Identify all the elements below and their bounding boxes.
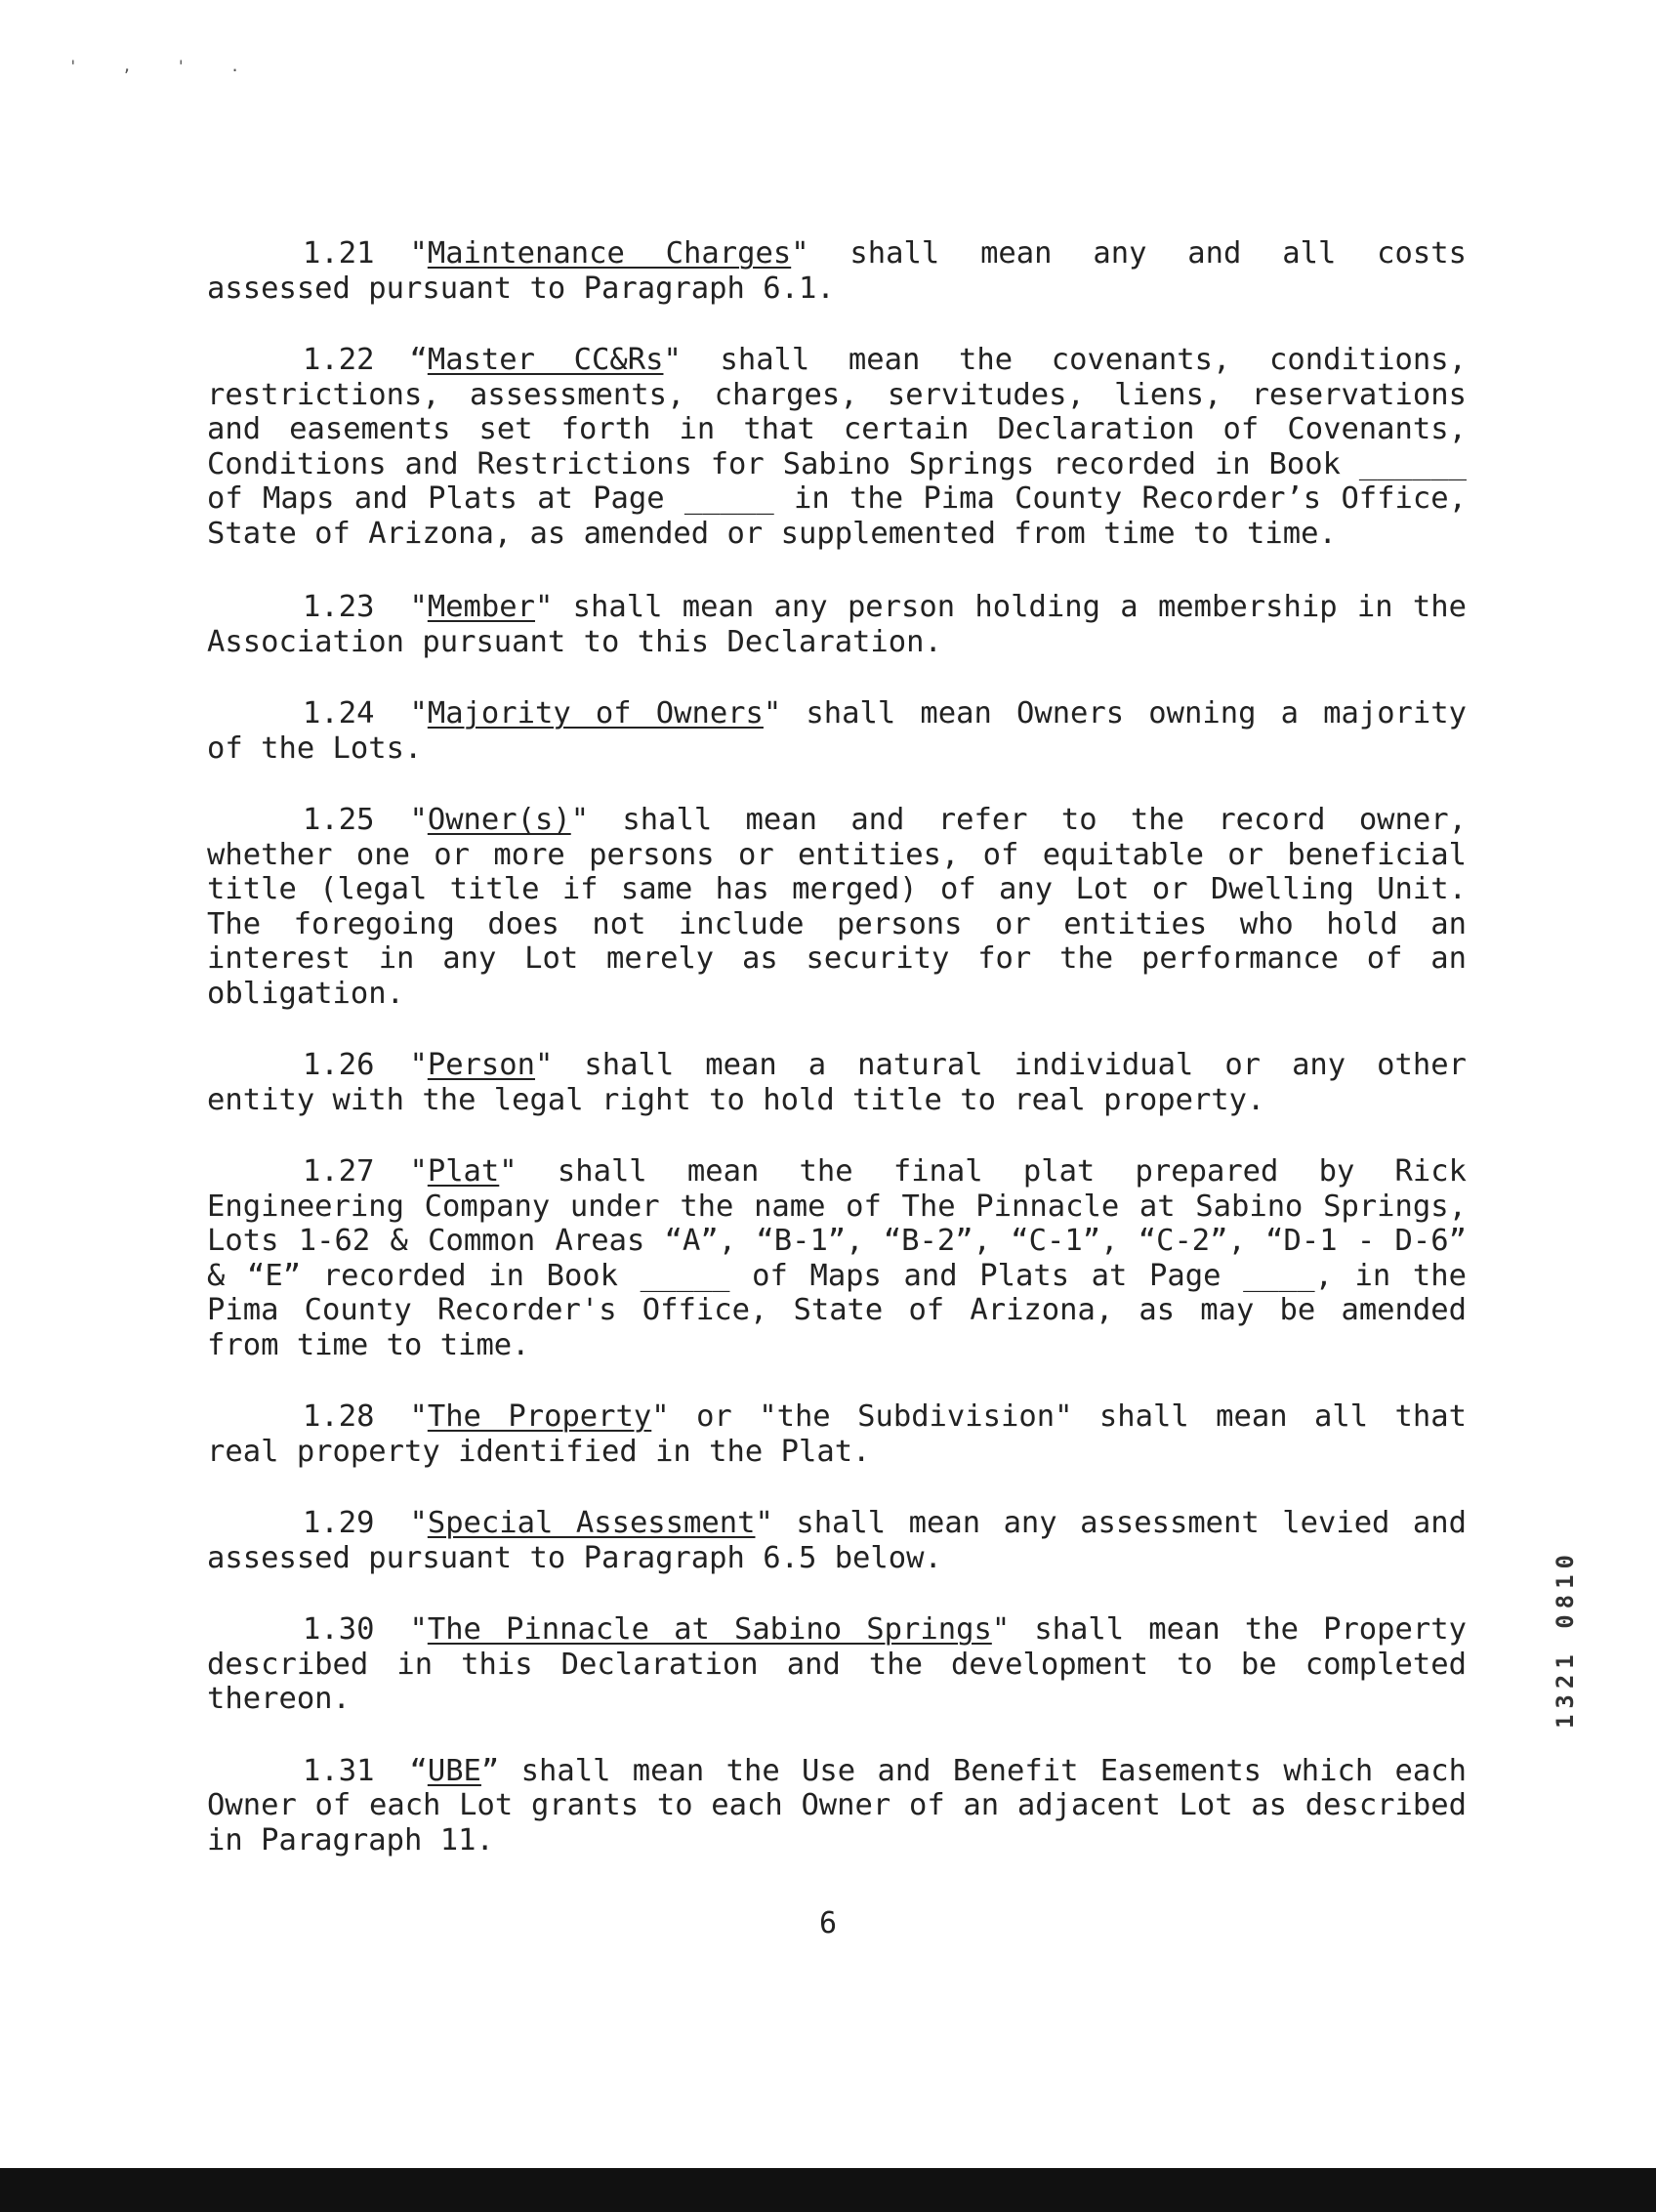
definition-text: " shall mean the final plat prepared by Rick Engineering Company under the name of The Pinnacle at Sabino Springs, Lots 1-62 & Common Areas “A”, “B-1”, “B-2”, “C-1”, “C-2”, “D-1 - D-6” & “E” recorded in Book _____ of Maps and Plats at Page ____, in the Pima County Recorder's Office, State of Arizona, as may be amended from time to time. <box>207 1154 1467 1362</box>
definition-number: 1.26 <box>303 1048 375 1082</box>
definition-number: 1.27 <box>303 1154 375 1189</box>
definition-text: " shall mean any and all costs assessed pursuant to Paragraph 6.1. <box>207 236 1467 306</box>
definition-number: 1.24 <box>303 696 375 730</box>
scan-border <box>0 2168 1656 2212</box>
page-number: 6 <box>818 1906 838 1941</box>
definition-1-25: 1.25 "Owner(s)" shall mean and refer to the record owner, whether one or more persons or entities, of equitable or beneficial title (legal title if same has merged) of any Lot or Dwelling Unit. The foregoing does not include persons or entities who hold an interest in any Lot merely as security for the performance of an obligation. <box>207 803 1467 1011</box>
defined-term: UBE <box>427 1753 481 1788</box>
defined-term: The Pinnacle at Sabino Springs <box>427 1612 992 1647</box>
definition-number: 1.23 <box>303 590 375 624</box>
definition-1-30: 1.30 "The Pinnacle at Sabino Springs" shall mean the Property described in this Declaration and the development to be completed thereon. <box>207 1612 1467 1716</box>
definition-text: " shall mean a natural individual or any other entity with the legal right to hold title to real property. <box>207 1048 1467 1117</box>
defined-term: The Property <box>427 1399 652 1434</box>
definition-number: 1.21 <box>303 236 375 271</box>
defined-term: Majority of Owners <box>427 696 764 730</box>
definition-1-31: 1.31 “UBE” shall mean the Use and Benefit Easements which each Owner of each Lot grants to each Owner of an adjacent Lot as described in Paragraph 11. <box>207 1753 1467 1857</box>
recording-stamp: 1321 0810 <box>1552 1549 1579 1730</box>
definition-text: " shall mean the Property described in this Declaration and the development to be completed thereon. <box>207 1612 1467 1716</box>
definition-number: 1.31 <box>303 1753 375 1788</box>
definition-1-28: 1.28 "The Property" or "the Subdivision" shall mean all that real property identified in the Plat. <box>207 1399 1467 1469</box>
definition-1-21: 1.21 "Maintenance Charges" shall mean any and all costs assessed pursuant to Paragraph 6.1. <box>207 236 1467 306</box>
defined-term: Member <box>427 590 536 624</box>
defined-term: Owner(s) <box>427 803 571 837</box>
definition-1-29: 1.29 "Special Assessment" shall mean any assessment levied and assessed pursuant to Paragraph 6.5 below. <box>207 1506 1467 1575</box>
definition-text: " shall mean Owners owning a majority of the Lots. <box>207 696 1468 766</box>
definition-text: " shall mean and refer to the record owner, whether one or more persons or entities, of equitable or beneficial title (legal title if same has merged) of any Lot or Dwelling Unit. The foregoing does not include persons or entities who hold an interest in any Lot merely as security for the performance of an obligation. <box>207 803 1467 1011</box>
definition-1-23: 1.23 "Member" shall mean any person holding a membership in the Association pursuant to this Declaration. <box>207 590 1467 659</box>
defined-term: Master CC&Rs <box>427 343 664 377</box>
definition-text: " shall mean any assessment levied and assessed pursuant to Paragraph 6.5 below. <box>207 1506 1467 1575</box>
scan-specks: ' , ' . <box>68 57 258 75</box>
definition-text: " shall mean any person holding a membership in the Association pursuant to this Declaration. <box>207 590 1467 659</box>
definition-number: 1.29 <box>303 1506 375 1540</box>
definition-1-22: 1.22 “Master CC&Rs" shall mean the covenants, conditions, restrictions, assessments, charges, servitudes, liens, reservations and easements set forth in that certain Declaration of Covenants, Conditions and Restrictions for Sabino Springs recorded in Book ______ of Maps and Plats at Page _____ in the Pima County Recorder’s Office, State of Arizona, as amended or supplemented from time to time. <box>207 343 1468 551</box>
definition-text: " shall mean the covenants, conditions, restrictions, assessments, charges, servitudes, liens, reservations and easements set forth in that certain Declaration of Covenants, Conditions and Restrictions for Sabino Springs recorded in Book ______ of Maps and Plats at Page _____ in the Pima County Recorder’s Office, State of Arizona, as amended or supplemented from time to time. <box>207 343 1468 551</box>
definition-number: 1.22 <box>303 343 375 377</box>
defined-term: Person <box>427 1048 536 1082</box>
definition-text: " or "the Subdivision" shall mean all that real property identified in the Plat. <box>207 1399 1467 1469</box>
definition-1-24: 1.24 "Majority of Owners" shall mean Owners owning a majority of the Lots. <box>207 696 1468 766</box>
defined-term: Plat <box>427 1154 500 1189</box>
definition-number: 1.28 <box>303 1399 375 1434</box>
definition-1-26: 1.26 "Person" shall mean a natural individual or any other entity with the legal right to hold title to real property. <box>207 1048 1467 1117</box>
definition-number: 1.25 <box>303 803 375 837</box>
definitions-section <box>207 236 1467 1857</box>
definition-text: ” shall mean the Use and Benefit Easements which each Owner of each Lot grants to each Owner of an adjacent Lot as described in Paragraph 11. <box>207 1753 1467 1857</box>
definition-number: 1.30 <box>303 1612 375 1647</box>
defined-term: Maintenance Charges <box>427 236 792 271</box>
definition-1-27: 1.27 "Plat" shall mean the final plat prepared by Rick Engineering Company under the name of The Pinnacle at Sabino Springs, Lots 1-62 & Common Areas “A”, “B-1”, “B-2”, “C-1”, “C-2”, “D-1 - D-6” & “E” recorded in Book _____ of Maps and Plats at Page ____, in the Pima County Recorder's Office, State of Arizona, as may be amended from time to time. <box>207 1154 1467 1362</box>
defined-term: Special Assessment <box>427 1506 756 1540</box>
